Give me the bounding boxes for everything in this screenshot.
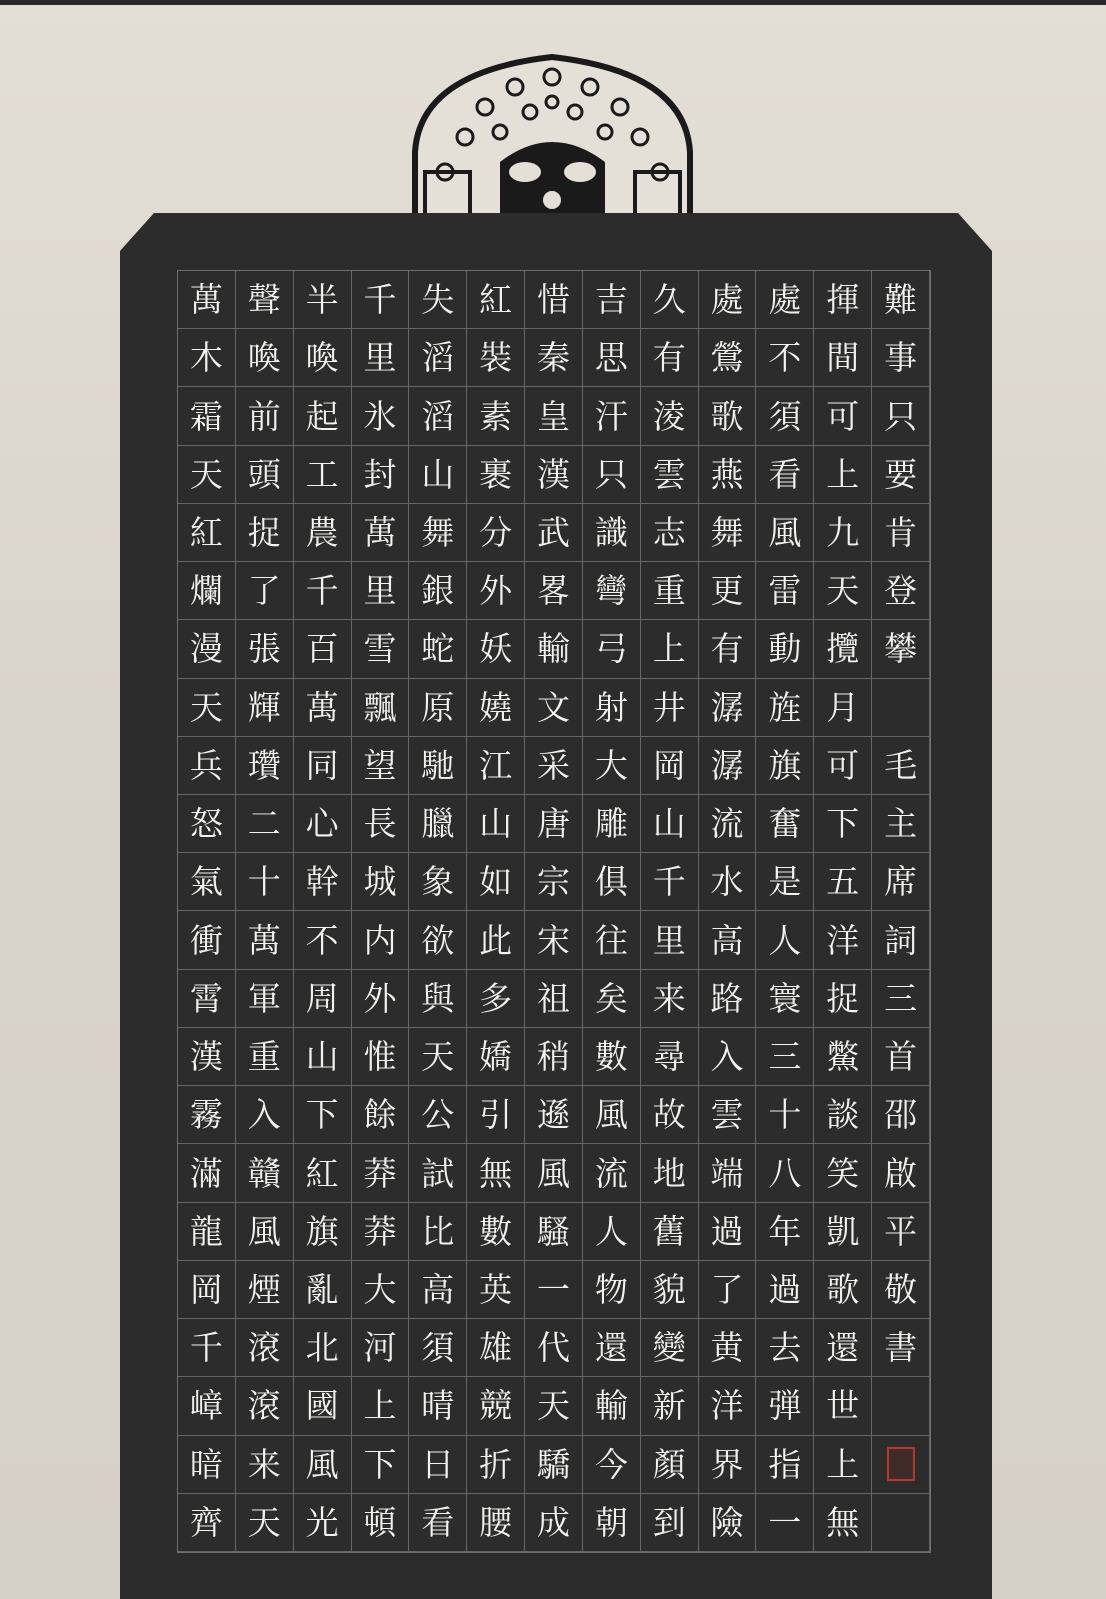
grid-cell: 驕 (525, 1436, 583, 1494)
grid-cell: 人 (583, 1203, 641, 1261)
grid-cell: 捉 (814, 970, 872, 1028)
grid-cell: 嬌 (467, 1028, 525, 1086)
grid-cell: 萬 (178, 271, 236, 329)
grid-cell: 晴 (409, 1377, 467, 1435)
grid-cell: 指 (756, 1436, 814, 1494)
grid-cell: 銀 (409, 562, 467, 620)
grid-cell: 顏 (641, 1436, 699, 1494)
grid-cell: 黄 (699, 1319, 757, 1377)
grid-cell: 千 (641, 853, 699, 911)
grid-cell: 畧 (525, 562, 583, 620)
grid-cell: 失 (409, 271, 467, 329)
grid-cell: 萬 (352, 504, 410, 562)
grid-cell: 亂 (294, 1261, 352, 1319)
grid-cell: 重 (236, 1028, 294, 1086)
grid-cell: 爛 (178, 562, 236, 620)
grid-cell: 里 (641, 911, 699, 969)
grid-cell: 雲 (699, 1086, 757, 1144)
grid-cell: 界 (699, 1436, 757, 1494)
grid-cell: 山 (294, 1028, 352, 1086)
grid-cell: 欲 (409, 911, 467, 969)
grid-cell: 日 (409, 1436, 467, 1494)
grid-cell: 吉 (583, 271, 641, 329)
grid-cell: 射 (583, 679, 641, 737)
grid-cell: 八 (756, 1144, 814, 1202)
grid-cell: 攀 (872, 620, 930, 678)
grid-cell: 萬 (236, 911, 294, 969)
grid-cell: 路 (699, 970, 757, 1028)
grid-cell: 洋 (699, 1377, 757, 1435)
grid-cell: 變 (641, 1319, 699, 1377)
grid-cell: 凱 (814, 1203, 872, 1261)
grid-cell: 弓 (583, 620, 641, 678)
grid-cell: 喚 (236, 329, 294, 387)
grid-cell: 漢 (178, 1028, 236, 1086)
grid-cell: 稍 (525, 1028, 583, 1086)
grid-cell: 到 (641, 1494, 699, 1552)
grid-cell: 聲 (236, 271, 294, 329)
grid-cell: 天 (236, 1494, 294, 1552)
grid-cell: 公 (409, 1086, 467, 1144)
grid-cell: 五 (814, 853, 872, 911)
grid-cell: 山 (641, 795, 699, 853)
grid-cell: 俱 (583, 853, 641, 911)
grid-cell: 還 (583, 1319, 641, 1377)
grid-cell: 望 (352, 737, 410, 795)
grid-cell: 主 (872, 795, 930, 853)
grid-cell: 煙 (236, 1261, 294, 1319)
grid-cell: 寰 (756, 970, 814, 1028)
grid-cell: 木 (178, 329, 236, 387)
grid-cell: 與 (409, 970, 467, 1028)
grid-cell: 龍 (178, 1203, 236, 1261)
grid-cell: 幹 (294, 853, 352, 911)
grid-cell: 騷 (525, 1203, 583, 1261)
grid-cell: 萬 (294, 679, 352, 737)
grid-cell: 燕 (699, 446, 757, 504)
grid-cell: 兵 (178, 737, 236, 795)
grid-cell: 試 (409, 1144, 467, 1202)
grid-cell: 下 (814, 795, 872, 853)
grid-cell: 同 (294, 737, 352, 795)
grid-cell: 是 (756, 853, 814, 911)
grid-cell: 十 (236, 853, 294, 911)
grid-cell: 内 (352, 911, 410, 969)
grid-cell: 里 (352, 329, 410, 387)
grid-cell (872, 1436, 930, 1494)
grid-cell: 井 (641, 679, 699, 737)
grid-cell: 風 (583, 1086, 641, 1144)
grid-cell: 霜 (178, 387, 236, 445)
grid-cell: 不 (294, 911, 352, 969)
grid-cell: 天 (178, 446, 236, 504)
grid-cell: 了 (236, 562, 294, 620)
grid-cell: 不 (756, 329, 814, 387)
grid-cell: 一 (525, 1261, 583, 1319)
grid-cell: 更 (699, 562, 757, 620)
grid-cell: 難 (872, 271, 930, 329)
grid-cell: 今 (583, 1436, 641, 1494)
grid-cell: 旗 (756, 737, 814, 795)
grid-cell: 笑 (814, 1144, 872, 1202)
grid-cell: 莽 (352, 1203, 410, 1261)
grid-cell: 旌 (756, 679, 814, 737)
grid-cell: 十 (756, 1086, 814, 1144)
grid-cell: 張 (236, 620, 294, 678)
grid-cell: 半 (294, 271, 352, 329)
grid-cell: 起 (294, 387, 352, 445)
grid-cell: 英 (467, 1261, 525, 1319)
grid-cell: 引 (467, 1086, 525, 1144)
grid-cell: 紅 (178, 504, 236, 562)
grid-cell: 岡 (641, 737, 699, 795)
grid-cell: 外 (352, 970, 410, 1028)
grid-cell: 世 (814, 1377, 872, 1435)
grid-cell: 代 (525, 1319, 583, 1377)
grid-cell: 宋 (525, 911, 583, 969)
bronze-mask-ornament (405, 52, 700, 217)
grid-cell: 光 (294, 1494, 352, 1552)
grid-cell: 雕 (583, 795, 641, 853)
grid-cell: 餘 (352, 1086, 410, 1144)
grid-cell: 數 (467, 1203, 525, 1261)
grid-cell: 一 (756, 1494, 814, 1552)
grid-cell: 詞 (872, 911, 930, 969)
grid-cell: 肯 (872, 504, 930, 562)
grid-cell: 遜 (525, 1086, 583, 1144)
grid-cell: 江 (467, 737, 525, 795)
grid-cell: 上 (352, 1377, 410, 1435)
grid-cell: 周 (294, 970, 352, 1028)
grid-cell: 了 (699, 1261, 757, 1319)
grid-cell: 軍 (236, 970, 294, 1028)
grid-cell: 城 (352, 853, 410, 911)
grid-cell: 事 (872, 329, 930, 387)
grid-cell: 滾 (236, 1377, 294, 1435)
grid-cell: 風 (756, 504, 814, 562)
grid-cell: 臘 (409, 795, 467, 853)
grid-cell: 秦 (525, 329, 583, 387)
grid-cell: 河 (352, 1319, 410, 1377)
grid-cell: 奮 (756, 795, 814, 853)
grid-cell: 比 (409, 1203, 467, 1261)
grid-cell: 可 (814, 387, 872, 445)
grid-cell: 来 (236, 1436, 294, 1494)
character-grid (177, 270, 931, 1553)
grid-cell: 大 (352, 1261, 410, 1319)
grid-cell: 成 (525, 1494, 583, 1552)
grid-cell: 險 (699, 1494, 757, 1552)
grid-cell: 去 (756, 1319, 814, 1377)
grid-cell: 飄 (352, 679, 410, 737)
grid-cell: 氷 (352, 387, 410, 445)
grid-cell: 談 (814, 1086, 872, 1144)
grid-cell: 滾 (236, 1319, 294, 1377)
grid-cell: 贛 (236, 1144, 294, 1202)
grid-cell: 唐 (525, 795, 583, 853)
grid-cell: 舞 (699, 504, 757, 562)
grid-cell: 素 (467, 387, 525, 445)
grid-cell: 嬈 (467, 679, 525, 737)
grid-cell: 數 (583, 1028, 641, 1086)
grid-cell: 只 (583, 446, 641, 504)
grid-cell: 看 (756, 446, 814, 504)
grid-cell: 上 (814, 446, 872, 504)
grid-cell: 来 (641, 970, 699, 1028)
grid-cell: 莽 (352, 1144, 410, 1202)
grid-cell: 年 (756, 1203, 814, 1261)
grid-cell: 故 (641, 1086, 699, 1144)
grid-cell: 下 (352, 1436, 410, 1494)
grid-cell: 歌 (814, 1261, 872, 1319)
grid-cell: 高 (409, 1261, 467, 1319)
grid-cell: 暗 (178, 1436, 236, 1494)
grid-cell: 淩 (641, 387, 699, 445)
grid-cell: 處 (756, 271, 814, 329)
grid-cell: 彎 (583, 562, 641, 620)
grid-cell: 馳 (409, 737, 467, 795)
grid-cell: 洋 (814, 911, 872, 969)
grid-cell: 國 (294, 1377, 352, 1435)
grid-cell: 外 (467, 562, 525, 620)
grid-cell: 登 (872, 562, 930, 620)
grid-cell: 采 (525, 737, 583, 795)
grid-cell: 重 (641, 562, 699, 620)
grid-cell: 可 (814, 737, 872, 795)
grid-cell: 端 (699, 1144, 757, 1202)
grid-cell: 裹 (467, 446, 525, 504)
grid-cell: 天 (178, 679, 236, 737)
grid-cell: 上 (641, 620, 699, 678)
grid-cell: 有 (641, 329, 699, 387)
grid-cell: 還 (814, 1319, 872, 1377)
grid-cell: 北 (294, 1319, 352, 1377)
grid-cell: 文 (525, 679, 583, 737)
grid-cell: 識 (583, 504, 641, 562)
grid-cell: 下 (294, 1086, 352, 1144)
grid-cell: 須 (756, 387, 814, 445)
grid-cell: 動 (756, 620, 814, 678)
grid-cell: 地 (641, 1144, 699, 1202)
grid-cell: 雲 (641, 446, 699, 504)
grid-cell: 入 (236, 1086, 294, 1144)
red-seal-stamp (887, 1447, 915, 1481)
grid-cell: 久 (641, 271, 699, 329)
grid-cell: 過 (699, 1203, 757, 1261)
grid-cell: 心 (294, 795, 352, 853)
grid-cell: 只 (872, 387, 930, 445)
grid-cell: 朝 (583, 1494, 641, 1552)
grid-cell: 皇 (525, 387, 583, 445)
grid-cell: 有 (699, 620, 757, 678)
grid-cell: 往 (583, 911, 641, 969)
grid-cell: 百 (294, 620, 352, 678)
grid-cell: 衝 (178, 911, 236, 969)
grid-cell: 頭 (236, 446, 294, 504)
grid-cell: 看 (409, 1494, 467, 1552)
grid-cell: 宗 (525, 853, 583, 911)
grid-cell: 原 (409, 679, 467, 737)
grid-cell: 揮 (814, 271, 872, 329)
grid-cell: 風 (525, 1144, 583, 1202)
grid-cell: 祖 (525, 970, 583, 1028)
grid-cell: 三 (756, 1028, 814, 1086)
grid-cell: 潺 (699, 679, 757, 737)
grid-cell: 分 (467, 504, 525, 562)
grid-cell: 多 (467, 970, 525, 1028)
grid-cell: 雄 (467, 1319, 525, 1377)
grid-cell: 輝 (236, 679, 294, 737)
grid-cell: 要 (872, 446, 930, 504)
grid-cell: 齊 (178, 1494, 236, 1552)
grid-cell: 象 (409, 853, 467, 911)
grid-cell: 邵 (872, 1086, 930, 1144)
grid-cell: 岡 (178, 1261, 236, 1319)
grid-cell: 千 (352, 271, 410, 329)
grid-cell: 敬 (872, 1261, 930, 1319)
grid-cell: 書 (872, 1319, 930, 1377)
grid-cell: 席 (872, 853, 930, 911)
grid-cell: 天 (409, 1028, 467, 1086)
grid-cell: 蛇 (409, 620, 467, 678)
grid-cell: 入 (699, 1028, 757, 1086)
grid-cell: 鶯 (699, 329, 757, 387)
grid-cell: 二 (236, 795, 294, 853)
grid-cell: 無 (467, 1144, 525, 1202)
grid-cell: 此 (467, 911, 525, 969)
grid-cell: 工 (294, 446, 352, 504)
grid-cell: 潺 (699, 737, 757, 795)
grid-cell: 腰 (467, 1494, 525, 1552)
grid-cell: 攬 (814, 620, 872, 678)
grid-cell: 志 (641, 504, 699, 562)
grid-cell: 新 (641, 1377, 699, 1435)
grid-cell: 滔 (409, 329, 467, 387)
grid-cell: 捉 (236, 504, 294, 562)
grid-cell: 前 (236, 387, 294, 445)
grid-cell: 風 (236, 1203, 294, 1261)
grid-cell: 平 (872, 1203, 930, 1261)
grid-cell: 里 (352, 562, 410, 620)
grid-cell: 流 (699, 795, 757, 853)
grid-cell: 漢 (525, 446, 583, 504)
grid-cell: 封 (352, 446, 410, 504)
grid-cell: 武 (525, 504, 583, 562)
grid-cell: 貌 (641, 1261, 699, 1319)
grid-cell: 輸 (525, 620, 583, 678)
grid-cell: 天 (525, 1377, 583, 1435)
grid-cell: 旗 (294, 1203, 352, 1261)
grid-cell: 嶂 (178, 1377, 236, 1435)
grid-cell: 上 (814, 1436, 872, 1494)
grid-cell: 處 (699, 271, 757, 329)
grid-cell: 三 (872, 970, 930, 1028)
grid-cell (872, 1377, 930, 1435)
grid-cell: 毛 (872, 737, 930, 795)
grid-cell: 長 (352, 795, 410, 853)
grid-cell: 氣 (178, 853, 236, 911)
grid-cell: 高 (699, 911, 757, 969)
grid-cell (872, 1494, 930, 1552)
grid-cell: 九 (814, 504, 872, 562)
grid-cell: 矣 (583, 970, 641, 1028)
grid-cell: 雷 (756, 562, 814, 620)
grid-cell: 啟 (872, 1144, 930, 1202)
grid-cell: 汗 (583, 387, 641, 445)
grid-cell: 千 (294, 562, 352, 620)
grid-cell (872, 679, 930, 737)
grid-cell: 風 (294, 1436, 352, 1494)
grid-cell: 輸 (583, 1377, 641, 1435)
grid-cell: 漫 (178, 620, 236, 678)
grid-cell: 裝 (467, 329, 525, 387)
grid-cell: 思 (583, 329, 641, 387)
grid-cell: 山 (409, 446, 467, 504)
grid-cell: 無 (814, 1494, 872, 1552)
grid-cell: 霧 (178, 1086, 236, 1144)
grid-cell: 農 (294, 504, 352, 562)
grid-cell: 滔 (409, 387, 467, 445)
grid-cell: 流 (583, 1144, 641, 1202)
grid-cell: 折 (467, 1436, 525, 1494)
grid-cell: 怒 (178, 795, 236, 853)
grid-cell: 鱉 (814, 1028, 872, 1086)
grid-cell: 大 (583, 737, 641, 795)
grid-cell: 天 (814, 562, 872, 620)
grid-cell: 過 (756, 1261, 814, 1319)
grid-cell: 惟 (352, 1028, 410, 1086)
grid-cell: 間 (814, 329, 872, 387)
grid-cell: 惜 (525, 271, 583, 329)
grid-cell: 紅 (467, 271, 525, 329)
grid-cell: 競 (467, 1377, 525, 1435)
grid-cell: 千 (178, 1319, 236, 1377)
grid-cell: 紅 (294, 1144, 352, 1202)
grid-cell: 雪 (352, 620, 410, 678)
grid-cell: 滿 (178, 1144, 236, 1202)
grid-cell: 水 (699, 853, 757, 911)
grid-cell: 舞 (409, 504, 467, 562)
grid-cell: 舊 (641, 1203, 699, 1261)
grid-cell: 弾 (756, 1377, 814, 1435)
grid-cell: 人 (756, 911, 814, 969)
grid-cell: 歌 (699, 387, 757, 445)
grid-cell: 如 (467, 853, 525, 911)
top-edge-strip (0, 0, 1106, 5)
grid-cell: 瓚 (236, 737, 294, 795)
grid-cell: 頓 (352, 1494, 410, 1552)
grid-cell: 喚 (294, 329, 352, 387)
grid-cell: 霄 (178, 970, 236, 1028)
grid-cell: 山 (467, 795, 525, 853)
grid-cell: 妖 (467, 620, 525, 678)
grid-cell: 首 (872, 1028, 930, 1086)
grid-cell: 月 (814, 679, 872, 737)
grid-cell: 須 (409, 1319, 467, 1377)
grid-cell: 尋 (641, 1028, 699, 1086)
grid-cell: 物 (583, 1261, 641, 1319)
